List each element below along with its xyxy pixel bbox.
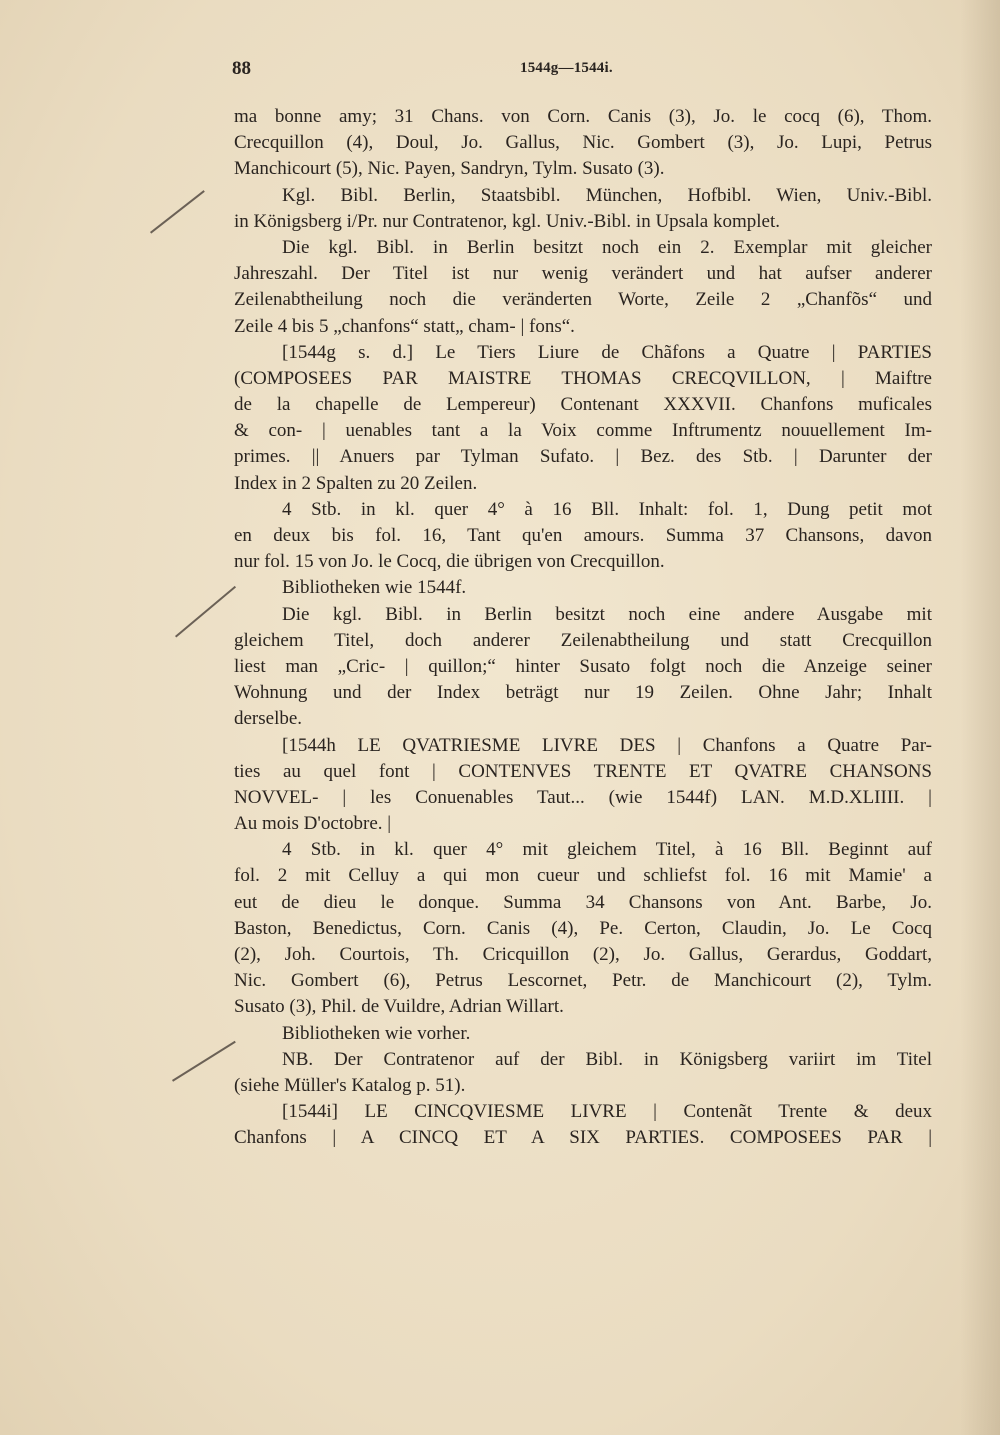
page-fold-shadow [960,0,1000,1435]
text-line: fol. 2 mit Celluy a qui mon cueur und schliefst fol. 16 mit Mamie' a [234,865,932,887]
text-line: Au mois D'octobre. | [234,813,392,835]
text-line: eut de dieu le donque. Summa 34 Chansons von Ant. Barbe, Jo. [234,891,932,913]
text-line: (siehe Müller's Katalog p. 51). [234,1074,466,1096]
text-line: liest man „Cric- | quillon;“ hinter Susato folgt noch die Anzeige seiner [234,655,932,677]
text-line: Index in 2 Spalten zu 20 Zeilen. [234,472,478,494]
text-line: Baston, Benedictus, Corn. Canis (4), Pe. Certon, Claudin, Jo. Le Cocq [234,917,932,939]
text-line: ties au quel font | CONTENVES TRENTE ET QVATRE CHANSONS [234,760,932,782]
text-line: primes. || Anuers par Tylman Sufato. | Bez. des Stb. | Darunter der [234,446,932,468]
text-line: in Königsberg i/Pr. nur Contratenor, kgl. Univ.-Bibl. in Upsala komplet. [234,210,780,232]
text-line: Wohnung und der Index beträgt nur 19 Zeilen. Ohne Jahr; Inhalt [234,682,932,704]
pencil-check-mark [150,190,205,233]
text-line: Zeilenabtheilung noch die veränderten Worte, Zeile 2 „Chanfõs“ und [234,289,932,311]
text-line: Zeile 4 bis 5 „chanfons“ statt„ cham- | fons“. [234,315,575,337]
text-line: (2), Joh. Courtois, Th. Cricquillon (2), Jo. Gallus, Gerardus, Goddart, [234,944,932,965]
text-line: Susato (3), Phil. de Vuildre, Adrian Willart. [234,996,564,1018]
text-line: & con- | uenables tant a la Voix comme Inftrumentz nouuellement Im- [234,420,932,442]
text-line: Nic. Gombert (6), Petrus Lescornet, Petr. de Manchicourt (2), Tylm. [234,970,932,992]
running-head: 1544g—1544i. [520,60,613,76]
text-line: 4 Stb. in kl. quer 4° mit gleichem Titel, à 16 Bll. Beginnt auf [282,839,932,861]
page-header [232,58,932,84]
text-line: Bibliotheken wie 1544f. [282,577,467,599]
text-line: Bibliotheken wie vorher. [282,1022,471,1044]
text-line: (COMPOSEES PAR MAISTRE THOMAS CRECQVILLON, | Maiftre [234,367,932,389]
text-line: NOVVEL- | les Conuenables Taut... (wie 1544f) LAN. M.D.XLIIII. | [234,786,932,808]
text-line: Die kgl. Bibl. in Berlin besitzt noch eine andere Ausgabe mit [282,603,932,625]
text-line: [1544h LE QVATRIESME LIVRE DES | Chanfons a Quatre Par- [282,734,932,756]
text-line: [1544i] LE CINCQVIESME LIVRE | Contenãt Trente & deux [282,1101,932,1123]
page-number: 88 [232,58,251,79]
text-line: [1544g s. d.] Le Tiers Liure de Chãfons a Quatre | PARTIES [282,341,932,363]
body-text [234,104,932,1152]
pencil-check-mark [175,586,236,638]
text-line: ma bonne amy; 31 Chans. von Corn. Canis (3), Jo. le cocq (6), Thom. [234,106,932,127]
text-line: NB. Der Contratenor auf der Bibl. in Königsberg variirt im Titel [282,1048,932,1070]
text-line: de la chapelle de Lempereur) Contenant XXXVII. Chanfons muficales [234,394,932,416]
text-line: Crecquillon (4), Doul, Jo. Gallus, Nic. Gombert (3), Jo. Lupi, Petrus [234,132,932,154]
text-line: derselbe. [234,708,303,730]
pencil-check-mark [172,1041,236,1082]
text-line: nur fol. 15 von Jo. le Cocq, die übrigen von Crecquillon. [234,551,665,573]
text-line: Chanfons | A CINCQ ET A SIX PARTIES. COMPOSEES PAR | [234,1127,932,1149]
text-line: 4 Stb. in kl. quer 4° à 16 Bll. Inhalt: fol. 1, Dung petit mot [282,498,932,520]
text-line: Die kgl. Bibl. in Berlin besitzt noch ein 2. Exemplar mit gleicher [282,236,932,258]
text-line: en deux bis fol. 16, Tant qu'en amours. Summa 37 Chansons, davon [234,525,932,546]
text-line: Kgl. Bibl. Berlin, Staatsbibl. München, Hofbibl. Wien, Univ.-Bibl. [282,184,932,206]
text-line: Manchicourt (5), Nic. Payen, Sandryn, Tylm. Susato (3). [234,158,665,180]
text-line: gleichem Titel, doch anderer Zeilenabtheilung und statt Crecquillon [234,629,932,651]
text-line: Jahreszahl. Der Titel ist nur wenig verändert und hat aufser anderer [234,263,932,285]
